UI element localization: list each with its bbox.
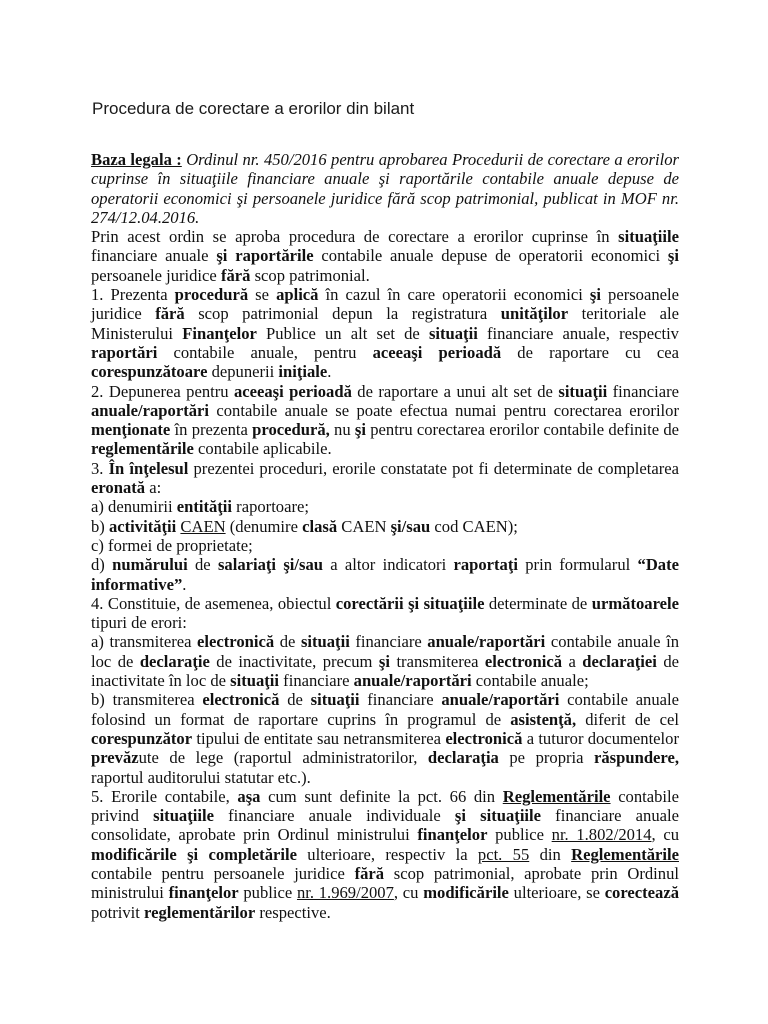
paragraph-1: 1. Prezenta procedură se aplică în cazul în care operatorii economici şi persoanele juridice fără scop patrimonial depun la registratura unităţilor teritoriale ale Ministerului Finanţelor Publice un alt set de situaţii financiare anuale, respectiv raportări contabile anuale, pentru aceeaşi perioadă de raportare cu cea corespunzătoare depunerii iniţiale. bbox=[91, 285, 679, 382]
intro-paragraph: Prin acest ordin se aproba procedura de corectare a erorilor cuprinse în situaţiile financiare anuale şi raportările contabile anuale depuse de operatorii economici şi persoanele juridice fără scop patrimonial. bbox=[91, 227, 679, 285]
document-title: Procedura de corectare a erorilor din bilant bbox=[92, 99, 415, 118]
order-1802-link[interactable]: nr. 1.802/2014 bbox=[551, 825, 652, 845]
list-item-4b: b) transmiterea electronică de situaţii financiare anuale/raportări contabile anuale folosind un format de raportare cuprins în programul de asistenţă, diferit de cel corespunzător tipului de entitate sau netransmiterea electronică a tuturor documentelor prevăzute de lege (raportul administratorilor, declaraţia pe propria răspundere, raportul auditorului statutar etc.). bbox=[91, 690, 679, 787]
list-item-3b: b) activităţii CAEN (denumire clasă CAEN şi/sau cod CAEN); bbox=[91, 516, 518, 536]
reglementarile-link-1[interactable]: Reglementările bbox=[502, 786, 611, 806]
caen-link[interactable]: CAEN bbox=[180, 516, 226, 536]
legal-basis-paragraph bbox=[91, 150, 679, 227]
paragraph-3: 3. În înţelesul prezentei proceduri, erorile constatate pot fi determinate de completarea eronată a: bbox=[91, 458, 679, 498]
reglementarile-link-2[interactable]: Reglementările bbox=[571, 844, 679, 864]
document-body bbox=[91, 150, 679, 922]
pct-55-link[interactable]: pct. 55 bbox=[477, 844, 530, 864]
order-1969-link[interactable]: nr. 1.969/2007 bbox=[296, 883, 394, 903]
list-item-3d: d) numărului de salariaţi şi/sau a altor indicatori raportaţi prin formularul “Date informative”. bbox=[91, 555, 679, 594]
list-item-3a: a) denumirii entităţii raportoare; bbox=[91, 497, 309, 517]
legal-basis-label: Baza legala : bbox=[91, 150, 182, 169]
list-item-4a: a) transmiterea electronică de situaţii financiare anuale/raportări contabile anuale în loc de declaraţie de inactivitate, precum şi transmiterea electronică a declaraţiei de inactivitate în loc de situaţii financiare anuale/raportări contabile anuale; bbox=[91, 632, 679, 691]
paragraph-2: 2. Depunerea pentru aceeaşi perioadă de raportare a unui alt set de situaţii financiare anuale/raportări contabile anuale se poate efectua numai pentru corectarea erorilor menţionate în prezenta procedură, nu şi pentru corectarea erorilor contabile definite de reglementările contabile aplicabile. bbox=[91, 381, 679, 459]
paragraph-5: 5. Erorile contabile, aşa cum sunt definite la pct. 66 din Reglementările contabile privind situaţiile financiare anuale individuale şi situaţiile financiare anuale consolidate, aprobate prin Ordinul ministrului finanţelor publice nr. 1.802/2014, cu modificările şi completările ulterioare, respectiv la pct. 55 din Reglementările contabile pentru persoanele juridice fără scop patrimonial, aprobate prin Ordinul ministrului finanţelor publice nr. 1.969/2007, cu modificările ulterioare, se corectează potrivit reglementărilor respective. bbox=[91, 786, 680, 922]
list-item-3c: c) formei de proprietate; bbox=[91, 535, 253, 555]
paragraph-4: 4. Constituie, de asemenea, obiectul corectării şi situaţiile determinate de următoarele tipuri de erori: bbox=[91, 593, 679, 633]
legal-basis-text: Ordinul nr. 450/2016 pentru aprobarea Procedurii de corectare a erorilor cuprinse în situaţiile financiare anuale şi raportările contabile anuale depuse de operatorii economici şi persoanele juridice fără scop patrimonial, publicat in MOF nr. 274/12.04.2016. bbox=[91, 150, 679, 227]
